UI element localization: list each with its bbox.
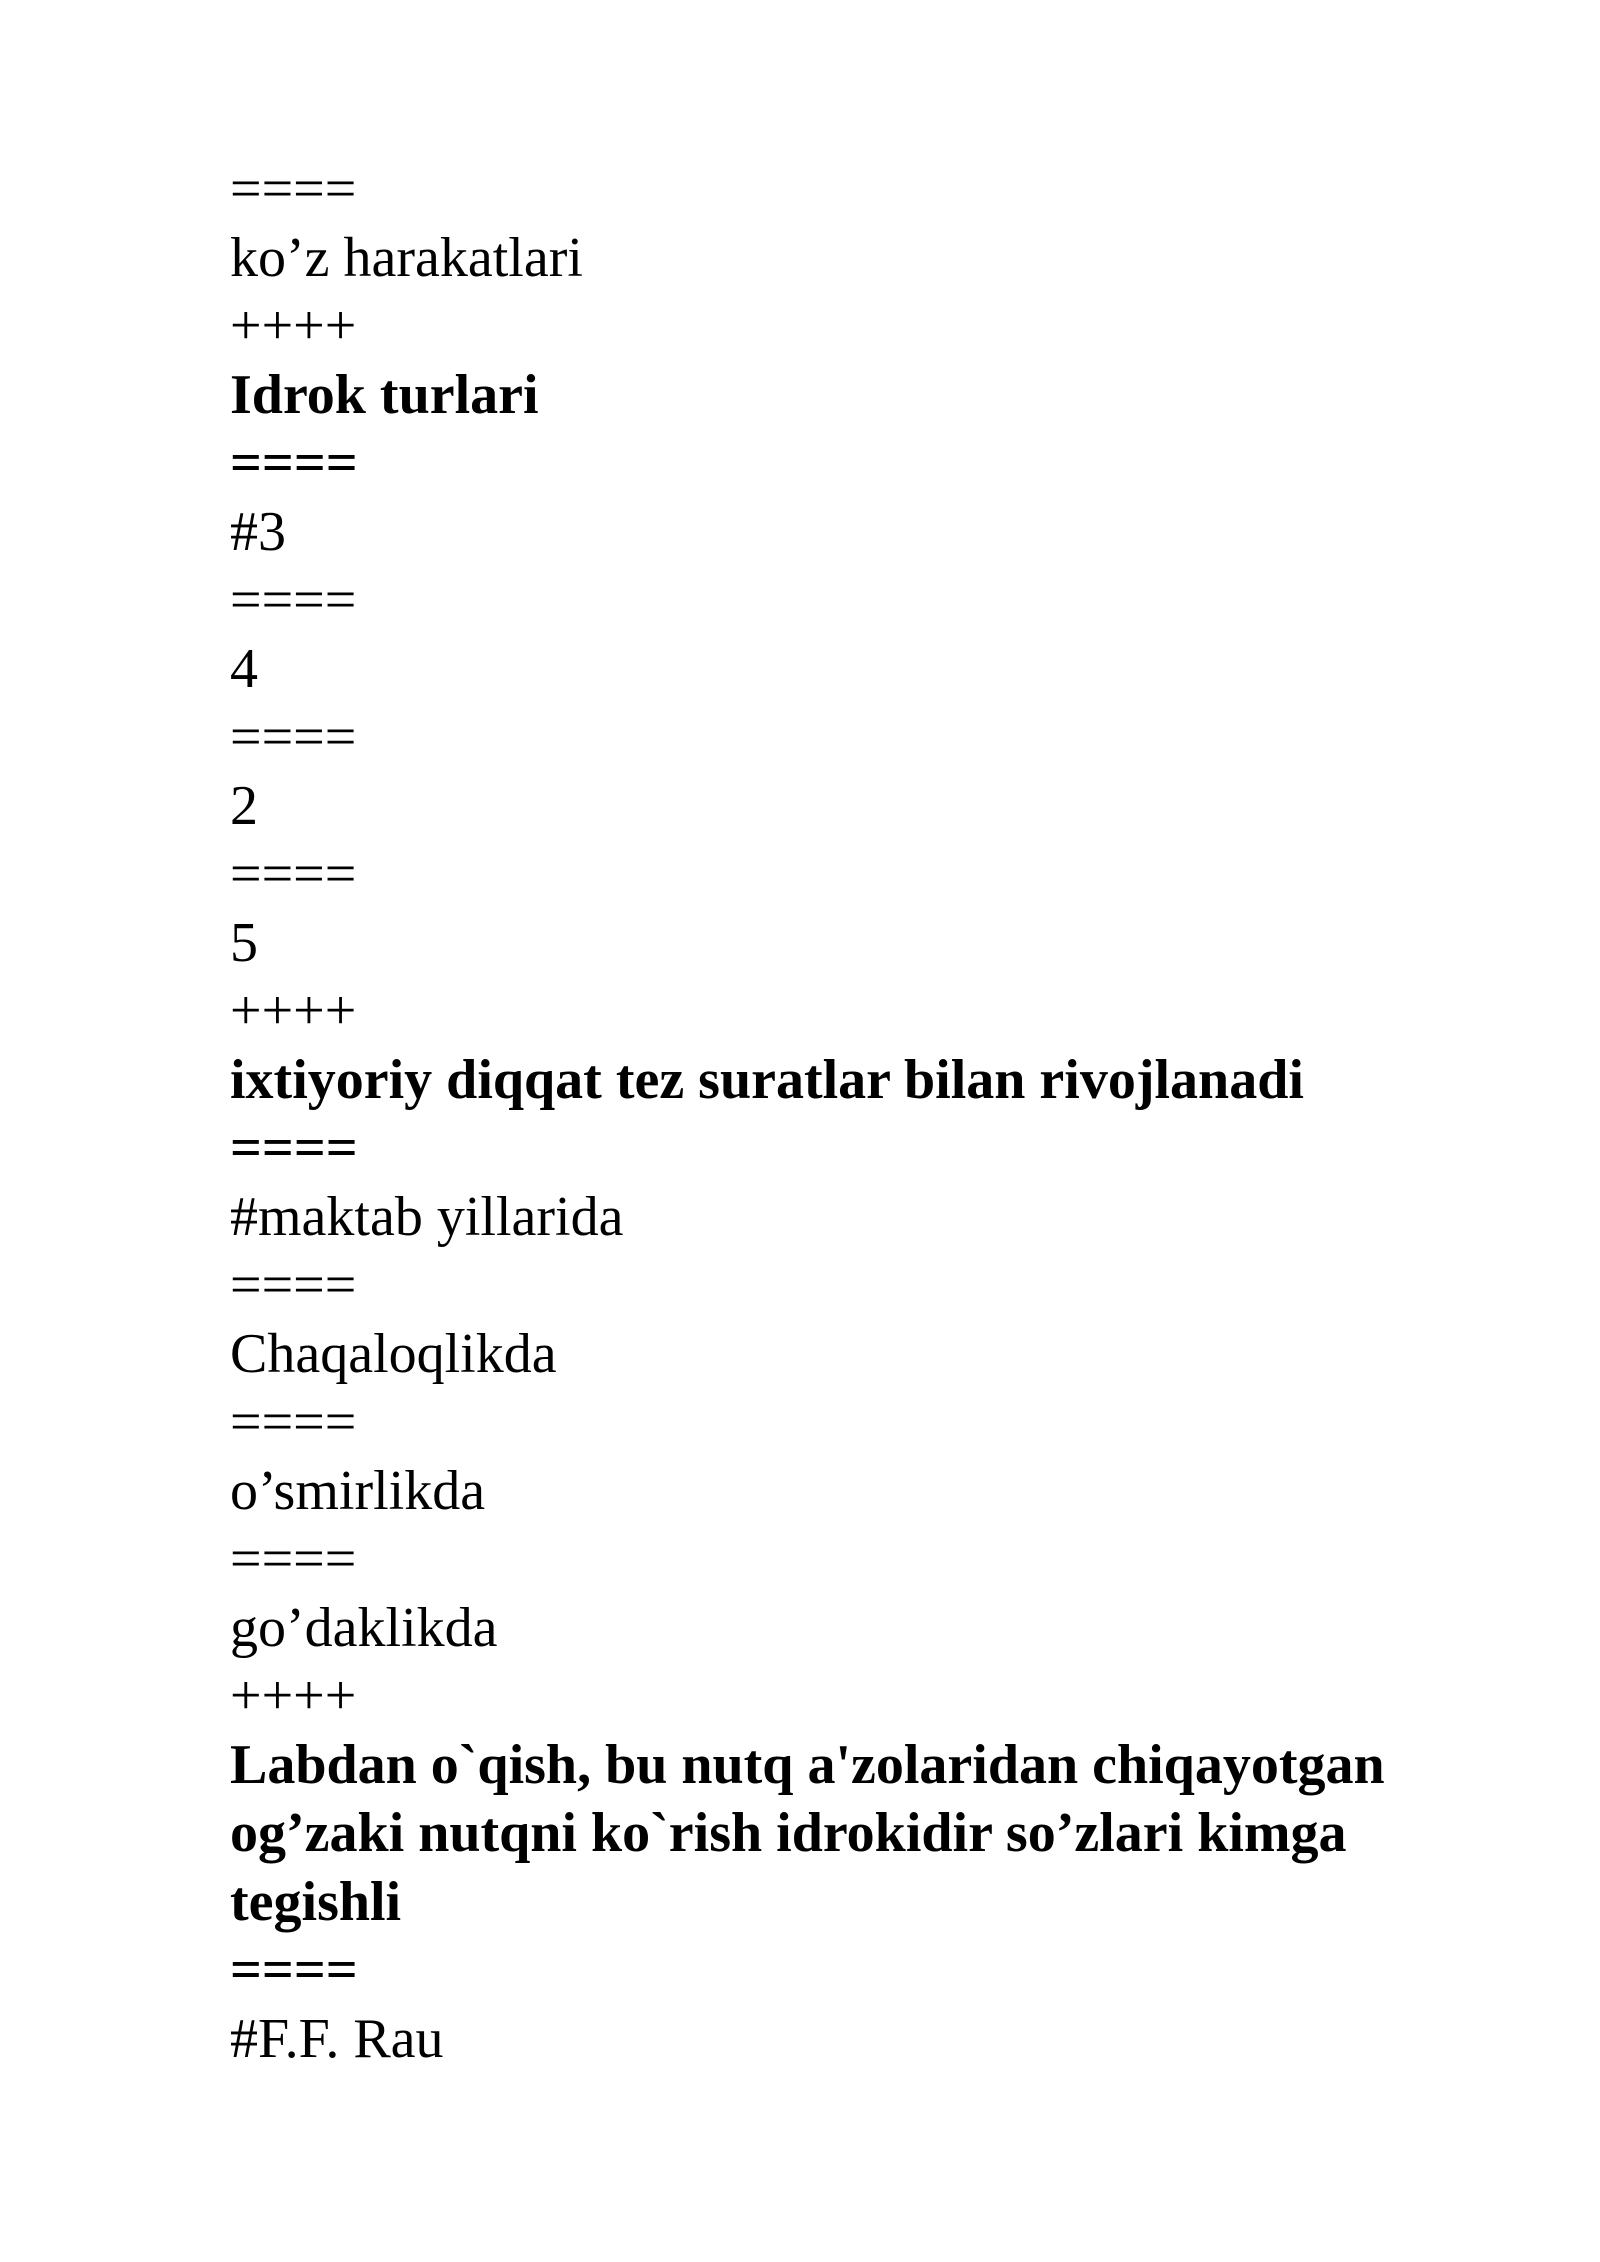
- separator-line: ====: [230, 569, 357, 631]
- answer-option-text: ko’z harakatlari: [230, 226, 583, 289]
- separator-line: ====: [230, 1939, 358, 2001]
- answer-option-text: 4: [230, 637, 258, 700]
- question-marker-line: ++++: [230, 980, 357, 1042]
- correct-answer-text: #3: [230, 500, 286, 563]
- separator-line: ====: [230, 1117, 358, 1179]
- document-body: [230, 155, 1480, 2073]
- question-text: Idrok turlari: [230, 363, 539, 426]
- answer-option-text: Chaqaloqlikda: [230, 1322, 557, 1385]
- answer-option-text: go’daklikda: [230, 1596, 498, 1659]
- correct-answer-text: #maktab yillarida: [230, 1185, 624, 1248]
- answer-option-text: o’smirlikda: [230, 1459, 486, 1522]
- answer-option-text: 2: [230, 774, 258, 837]
- separator-line: ====: [230, 1254, 357, 1316]
- question-text: Labdan o`qish, bu nutq a'zolaridan chiqayotgan og’zaki nutqni ko`rish idrokidir so’zlari kimga tegishli: [230, 1733, 1399, 1933]
- question-marker-line: ++++: [230, 1665, 357, 1727]
- separator-line: ====: [230, 432, 358, 494]
- separator-line: ====: [230, 1391, 357, 1453]
- question-text: ixtiyoriy diqqat tez suratlar bilan rivojlanadi: [230, 1048, 1304, 1111]
- separator-line: ====: [230, 158, 357, 220]
- separator-line: ====: [230, 1528, 357, 1590]
- separator-line: ====: [230, 843, 357, 905]
- correct-answer-text: #F.F. Rau: [230, 2007, 444, 2070]
- answer-option-text: 5: [230, 911, 258, 974]
- question-marker-line: ++++: [230, 295, 357, 357]
- separator-line: ====: [230, 706, 357, 768]
